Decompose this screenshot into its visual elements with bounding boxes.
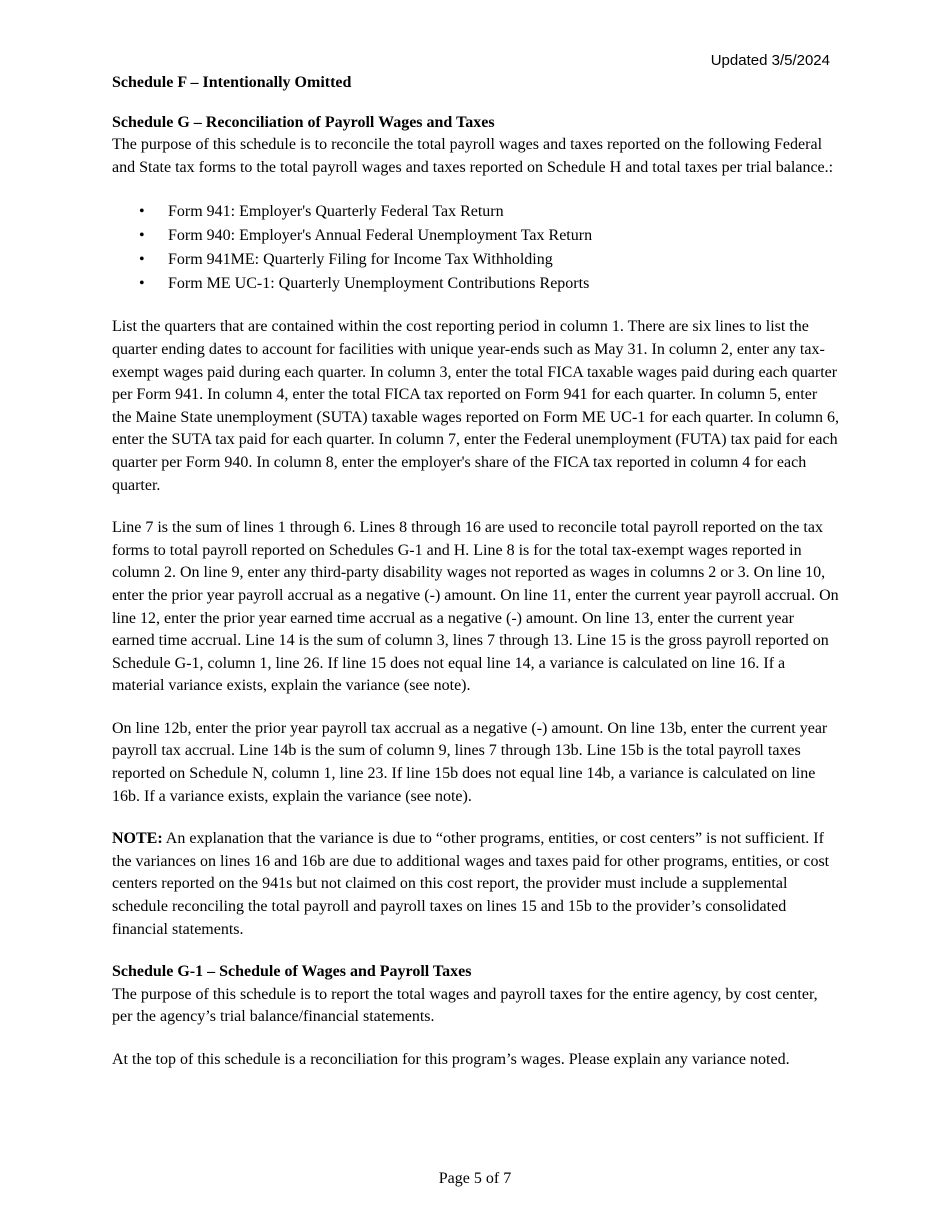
tax-forms-list — [112, 200, 840, 296]
document-body — [112, 72, 840, 1072]
page-number: Page 5 of 7 — [438, 1170, 512, 1187]
note-text: An explanation that the variance is due to “other programs, entities, or cost centers” is not sufficient. If the variances on lines 16 and 16b are due to additional wages and taxes paid for other programs, entities, or cost centers reported on the 941s but not claimed on this cost report, the provider must include a supplemental schedule reconciling the total payroll and payroll taxes on lines 15 and 15b to the provider’s consolidated financial statements. — [112, 830, 830, 938]
bullet-icon: • — [139, 203, 145, 221]
list-item: • Form ME UC-1: Quarterly Unemployment Contributions Reports — [112, 272, 840, 296]
note-paragraph — [112, 828, 840, 941]
schedule-g1-reconciliation: At the top of this schedule is a reconciliation for this program’s wages. Please explain any variance noted. — [112, 1051, 790, 1068]
bullet-icon: • — [139, 227, 145, 245]
schedule-f-heading: Schedule F – Intentionally Omitted — [112, 74, 352, 91]
list-item: • Form 941ME: Quarterly Filing for Income Tax Withholding — [112, 248, 840, 272]
columns-instructions: List the quarters that are contained within the cost reporting period in column 1. There are six lines to list the quarter ending dates to account for facilities with unique year-ends such as May 31. In column 2, enter any tax-exempt wages paid during each quarter. In column 3, enter the total FICA taxable wages paid during each quarter per Form 941. In column 4, enter the total FICA tax reported on Form 941 for each quarter. In column 5, enter the Maine State unemployment (SUTA) taxable wages reported on Form ME UC-1 for each quarter. In column 6, enter the SUTA tax paid for each quarter. In column 7, enter the Federal unemployment (FUTA) tax paid for each quarter per Form 940. In column 8, enter the employer's share of the FICA tax reported in column 4 for each quarter. — [112, 318, 839, 494]
list-item: • Form 940: Employer's Annual Federal Unemployment Tax Return — [112, 224, 840, 248]
note-label: NOTE: — [112, 830, 163, 848]
schedule-g1-purpose: The purpose of this schedule is to report the total wages and payroll taxes for the entire agency, by cost center, per the agency’s trial balance/financial statements. — [112, 985, 818, 1026]
payroll-tax-instructions: On line 12b, enter the prior year payroll tax accrual as a negative (-) amount. On line 13b, enter the current year payroll tax accrual. Line 14b is the sum of column 9, lines 7 through 13b. Line 15b is the total payroll taxes reported on Schedule N, column 1, line 23. If line 15b does not equal line 14b, a variance is calculated on line 16b. If a variance exists, explain the variance (see note). — [112, 719, 828, 805]
schedule-g-purpose: The purpose of this schedule is to reconcile the total payroll wages and taxes reported on the following Federal and State tax forms to the total payroll wages and taxes reported on Schedule H and total taxes per trial balance.: — [112, 136, 834, 176]
lines-instructions: Line 7 is the sum of lines 1 through 6. Lines 8 through 16 are used to reconcile total payroll reported on the tax forms to total payroll reported on Schedules G-1 and H. Line 8 is for the total tax-exempt wages reported in column 2. On line 9, enter any third-party disability wages not reported as wages in columns 2 or 3. On line 10, enter the prior year payroll accrual as a negative (-) amount. On line 11, enter the current year payroll accrual. On line 12, enter the prior year earned time accrual as a negative (-) amount. On line 13, enter the current year earned time accrual. Line 14 is the sum of column 3, lines 7 through 13. Line 15 is the gross payroll reported on Schedule G-1, column 1, line 26. If line 15 does not equal line 14, a variance is calculated on line 16. If a material variance exists, explain the variance (see note). — [112, 519, 839, 695]
list-item: • Form 941: Employer's Quarterly Federal Tax Return — [112, 200, 840, 224]
bullet-icon: • — [139, 251, 145, 269]
schedule-g1-heading: Schedule G-1 – Schedule of Wages and Payroll Taxes — [112, 963, 472, 981]
schedule-g-heading: Schedule G – Reconciliation of Payroll Wages and Taxes — [112, 113, 495, 131]
bullet-icon: • — [139, 275, 145, 293]
updated-date: Updated 3/5/2024 — [710, 52, 830, 69]
